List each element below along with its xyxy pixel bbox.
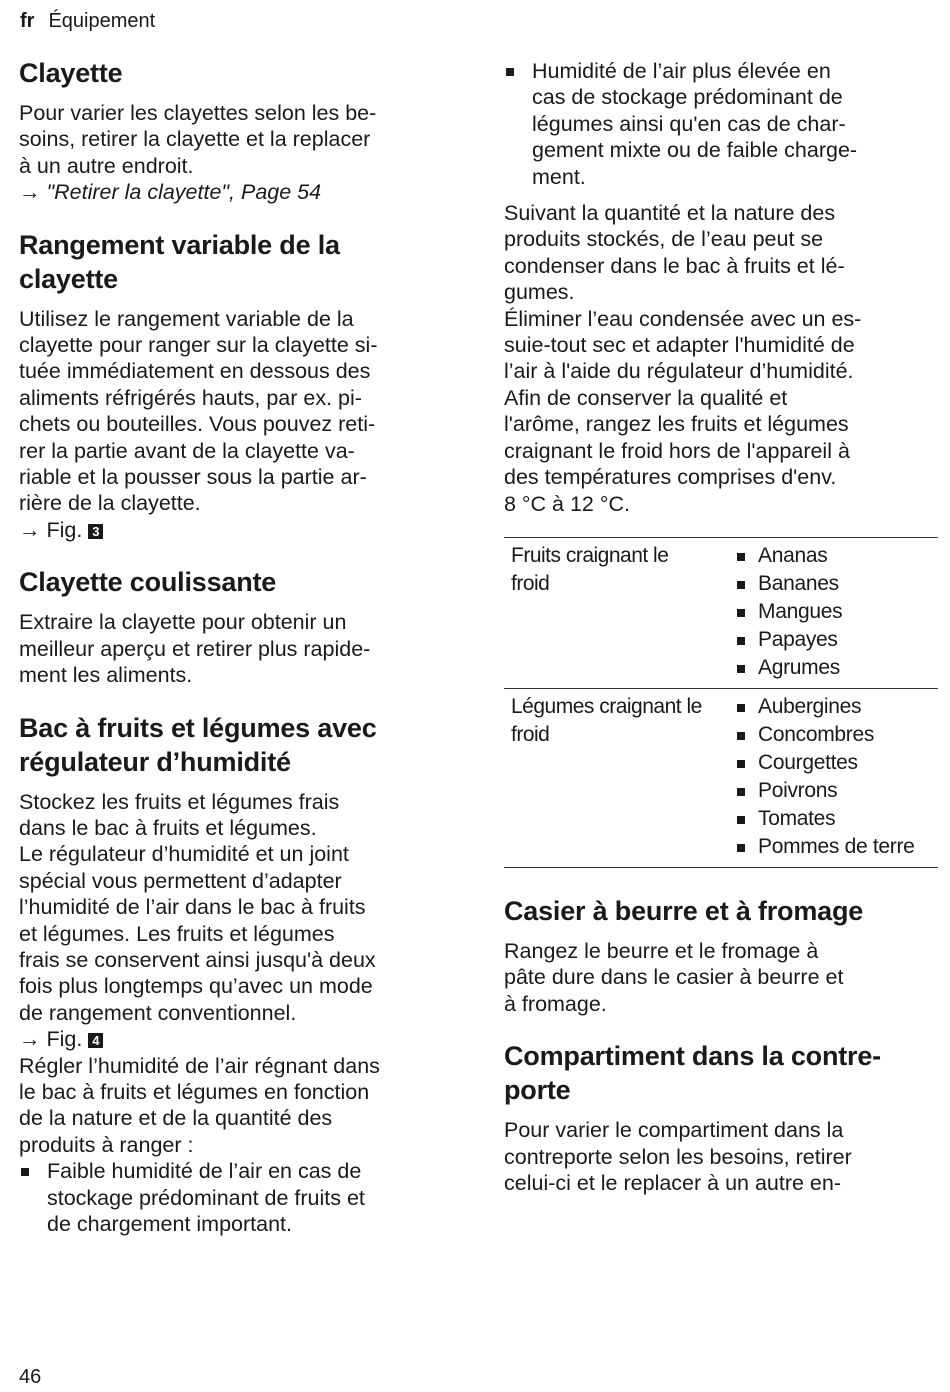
list-item: Courgettes (731, 749, 938, 777)
bac-instructions-text: Régler l’humidité de l’air régnant dans le bac à fruits et légumes en fonction de la nature et de la quantité des produits à ranger : (19, 1053, 380, 1157)
bullet-square-icon (506, 68, 514, 76)
list-item: Ananas (731, 542, 938, 570)
table-row-label: Fruits craignant le froid (511, 543, 669, 595)
table-row-items (731, 693, 938, 861)
rangement-text: Utilisez le rangement variable de la clayette pour ranger sur la clayette si- tuée immédiatement en dessous des aliments réfrigérés hauts, par ex. pi- chets ou bouteilles. Vous pouvez reti- rer la partie avant de la clayette va- riable et la pousser sous la partie ar- rière de la clayette. (19, 306, 378, 516)
list-item: Pommes de terre (731, 833, 938, 861)
coulissante-text: Extraire la clayette pour obtenir un meilleur aperçu et retirer plus rapide- ment les aliments. (19, 610, 371, 688)
table-row-label: Légumes craignant le froid (511, 694, 702, 746)
heading-bac-fruits-legumes: Bac à fruits et légumes avec régulateur d’humidité (19, 712, 377, 777)
casier-text: Rangez le beurre et le fromage à pâte dure dans le casier à beurre et à fromage. (504, 938, 844, 1016)
bullet-square-icon (737, 609, 745, 617)
list-item: Agrumes (731, 654, 938, 682)
bullet-square-icon (21, 1168, 29, 1176)
bullet-square-icon (737, 760, 745, 768)
list-item: Mangues (731, 598, 938, 626)
list-item: Tomates (731, 805, 938, 833)
heading-clayette-coulissante: Clayette coulissante (19, 567, 277, 598)
right-column (504, 58, 938, 1218)
figure-reference[interactable]: → Fig. 4 (19, 1026, 459, 1052)
bullet-square-icon (737, 581, 745, 589)
page-header (20, 10, 155, 33)
figure-number-badge: 3 (88, 524, 103, 539)
list-item: Faible humidité de l’air en cas de stockage prédominant de fruits et de chargement important. (19, 1158, 459, 1237)
figure-number-badge: 4 (88, 1033, 103, 1048)
language-code: fr (20, 10, 35, 32)
page-number: 46 (19, 1366, 42, 1388)
heading-casier-beurre: Casier à beurre et à fromage (504, 895, 864, 926)
bullet-square-icon (737, 816, 745, 824)
bac-text: Stockez les fruits et légumes frais dans le bac à fruits et légumes. Le régulateur d’humidité et un joint spécial vous permettent d’adapter l’humidité de l’air dans le bac à fruits et légumes. Les fruits et légumes frais se conservent ainsi jusqu'à deux fois plus longtemps qu’avec un mode de rangement conventionnel. (19, 789, 376, 1025)
compartiment-text: Pour varier le compartiment dans la contreporte selon les besoins, retirer celui-ci et le replacer à un autre en- (504, 1118, 852, 1195)
section-clayette-coulissante (19, 565, 459, 688)
bullet-square-icon (737, 732, 745, 740)
section-clayette (19, 56, 459, 206)
table-row-items (731, 542, 938, 682)
section-bac-fruits-legumes (19, 711, 459, 1238)
arrow-right-icon: → (19, 1027, 41, 1052)
reference-text: "Retirer la clayette", Page 54 (46, 180, 322, 205)
cross-reference-link[interactable] (19, 179, 459, 205)
section-casier-beurre (504, 894, 938, 1017)
heading-clayette: Clayette (19, 58, 123, 88)
bullet-square-icon (737, 704, 745, 712)
section-compartiment-contreporte (504, 1039, 938, 1196)
section-name: Équipement (48, 10, 156, 32)
list-item: Papayes (731, 626, 938, 654)
bullet-square-icon (737, 637, 745, 645)
table-row (504, 538, 938, 688)
list-item: Bananes (731, 570, 938, 598)
bullet-square-icon (737, 553, 745, 561)
list-item: Concombres (731, 721, 938, 749)
section-rangement-variable (19, 228, 459, 544)
arrow-right-icon: → (19, 517, 41, 542)
heading-compartiment-contreporte: Compartiment dans la contre- porte (504, 1041, 881, 1106)
bullet-square-icon (737, 665, 745, 673)
figure-reference[interactable]: → Fig. 3 (19, 517, 459, 543)
condensation-text: Suivant la quantité et la nature des produits stockés, de l’eau peut se condenser dans le bac à fruits et lé- gumes. Éliminer l’eau condensée avec un es- suie-tout sec et adapter l'humidité de l’air à l'aide du régulateur d’humidité. Afin de conserver la qualité et l'arôme, rangez les fruits et légumes craignant le froid hors de l'appareil à des températures comprises d'env. 8 °C à 12 °C. (504, 201, 862, 516)
cold-sensitive-table (504, 537, 938, 868)
arrow-right-icon: → (19, 180, 41, 205)
list-item: Aubergines (731, 693, 938, 721)
list-item: Poivrons (731, 777, 938, 805)
bullet-square-icon (737, 844, 745, 852)
table-row (504, 688, 938, 867)
bullet-square-icon (737, 788, 745, 796)
left-column (19, 56, 459, 1259)
clayette-text: Pour varier les clayettes selon les be- soins, retirer la clayette et la replacer à un autre endroit. (19, 101, 377, 178)
heading-rangement-variable: Rangement variable de la clayette (19, 229, 340, 294)
list-item: Humidité de l’air plus élevée en cas de stockage prédominant de légumes ainsi qu'en cas de char- gement mixte ou de faible charge- ment. (504, 58, 938, 190)
